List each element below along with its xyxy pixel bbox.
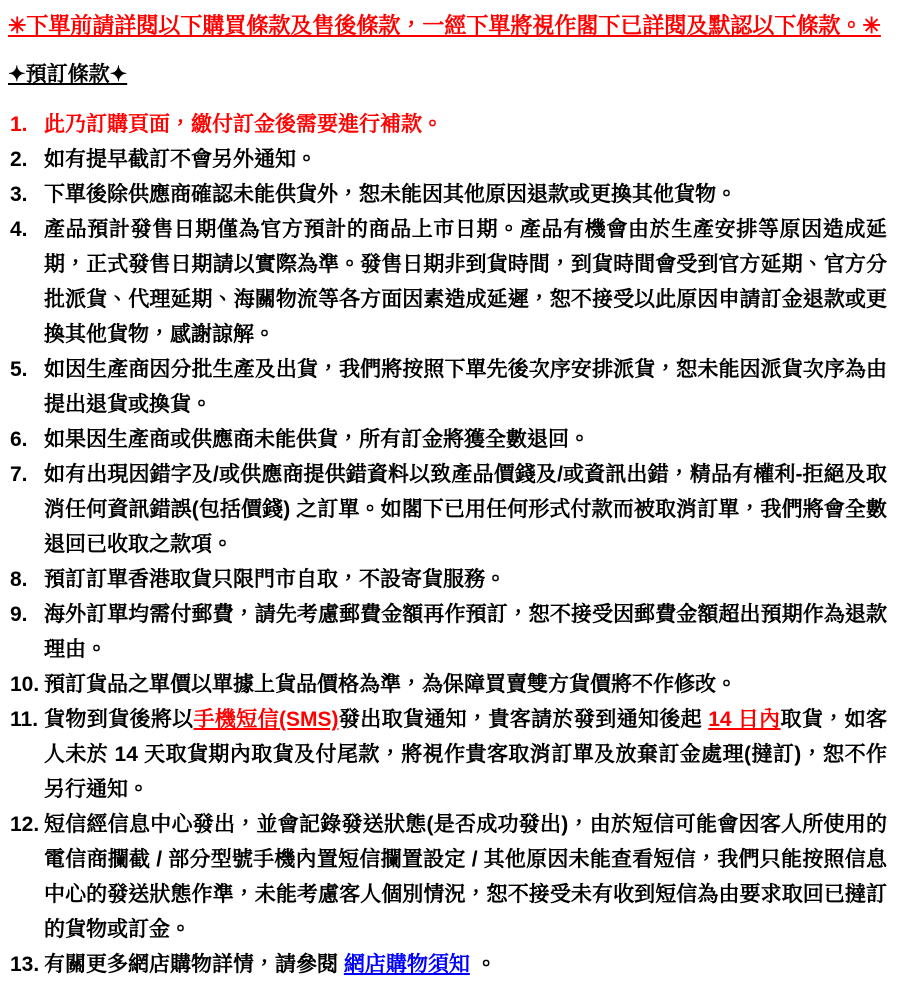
highlighted-text: 14 日內 [708, 708, 781, 731]
term-item [8, 457, 887, 562]
text-run: 如有提早截訂不會另外通知。 [44, 148, 317, 171]
text-run: 如因生產商因分批生產及出貨，我們將按照下單先後次序安排派貨，恕未能因派貨次序為由提出退貨或換貨。 [44, 358, 887, 416]
section-title: ✦預訂條款✦ [8, 63, 128, 86]
term-item [8, 562, 887, 597]
term-item [8, 702, 887, 807]
term-text [44, 953, 497, 976]
term-number: 3. [10, 183, 28, 206]
text-run: 貨物到貨後將以 [44, 708, 194, 731]
term-number: 6. [10, 428, 28, 451]
term-number: 12. [10, 813, 40, 836]
text-run: 。 [469, 953, 497, 976]
term-text [44, 148, 317, 171]
term-item [8, 667, 887, 702]
term-text [44, 113, 443, 136]
term-text [44, 358, 887, 416]
text-run: 如果因生產商或供應商未能供貨，所有訂金將獲全數退回。 [44, 428, 590, 451]
term-number: 7. [10, 463, 28, 486]
term-number: 10. [10, 673, 40, 696]
text-run: 取貨，如客人未於 14 天取貨期內取貨及付尾款，將視作貴客取消訂單及放棄訂金處理(撻訂)，恕不作另行通知。 [44, 708, 888, 801]
terms-document [8, 12, 887, 982]
term-number: 1. [10, 113, 28, 136]
term-number: 2. [10, 148, 28, 171]
term-text [44, 673, 737, 696]
term-item [8, 142, 887, 177]
term-text [44, 813, 887, 941]
term-item [8, 107, 887, 142]
term-text [44, 603, 887, 661]
term-number: 4. [10, 218, 28, 241]
text-run: 下單後除供應商確認未能供貨外，恕未能因其他原因退款或更換其他貨物。 [44, 183, 737, 206]
text-run: 此乃訂購頁面，繳付訂金後需要進行補款。 [44, 113, 443, 136]
text-run: 發出取貨通知，貴客請於發到通知後起 [338, 708, 709, 731]
text-run: 短信經信息中心發出，並會記錄發送狀態(是否成功發出)，由於短信可能會因客人所使用的電信商攔截 / 部分型號手機內置短信攔置設定 / 其他原因未能查看短信，我們只能按照信息中心的發送狀態作準，未能考慮客人個別情況，恕不接受未有收到短信為由要求取回已撻訂的貨物或訂金。 [44, 813, 887, 941]
term-number: 9. [10, 603, 28, 626]
term-number: 5. [10, 358, 28, 381]
term-text [44, 183, 737, 206]
term-item [8, 352, 887, 422]
text-run: 有關更多網店購物詳情，請參閱 [44, 953, 344, 976]
text-run: 如有出現因錯字及/或供應商提供錯資料以致產品價錢及/或資訊出錯，精品有權利-拒絕及取消任何資訊錯誤(包括價錢) 之訂單。如閣下已用任何形式付款而被取消訂單，我們將會全數退回已收取之款項。 [44, 463, 887, 556]
term-text [44, 463, 887, 556]
term-item [8, 597, 887, 667]
term-text [44, 708, 887, 801]
highlighted-text: 手機短信(SMS) [193, 708, 339, 731]
term-text [44, 218, 887, 346]
text-run: 預訂貨品之單價以單據上貨品價格為準，為保障買賣雙方貨價將不作修改。 [44, 673, 737, 696]
term-item [8, 212, 887, 352]
store-shopping-notice-link[interactable]: 網店購物須知 [343, 953, 470, 976]
term-text [44, 428, 590, 451]
term-text [44, 568, 506, 591]
text-run: 預訂訂單香港取貨只限門市自取，不設寄貨服務。 [44, 568, 506, 591]
term-item [8, 807, 887, 947]
term-number: 11. [10, 708, 39, 731]
term-number: 13. [10, 953, 40, 976]
text-run: 海外訂單均需付郵費，請先考慮郵費金額再作預訂，恕不接受因郵費金額超出預期作為退款理由。 [44, 603, 887, 661]
terms-list [8, 107, 887, 982]
term-number: 8. [10, 568, 28, 591]
page-title: ✳下單前請詳閱以下購買條款及售後條款，一經下單將視作閣下已詳閱及默認以下條款。✳ [8, 13, 881, 38]
term-item [8, 947, 887, 982]
term-item [8, 177, 887, 212]
text-run: 產品預計發售日期僅為官方預計的商品上市日期。產品有機會由於生產安排等原因造成延期，正式發售日期請以實際為準。發售日期非到貨時間，到貨時間會受到官方延期、官方分批派貨、代理延期、海關物流等各方面因素造成延遲，恕不接受以此原因申請訂金退款或更換其他貨物，感謝諒解。 [44, 218, 887, 346]
term-item [8, 422, 887, 457]
